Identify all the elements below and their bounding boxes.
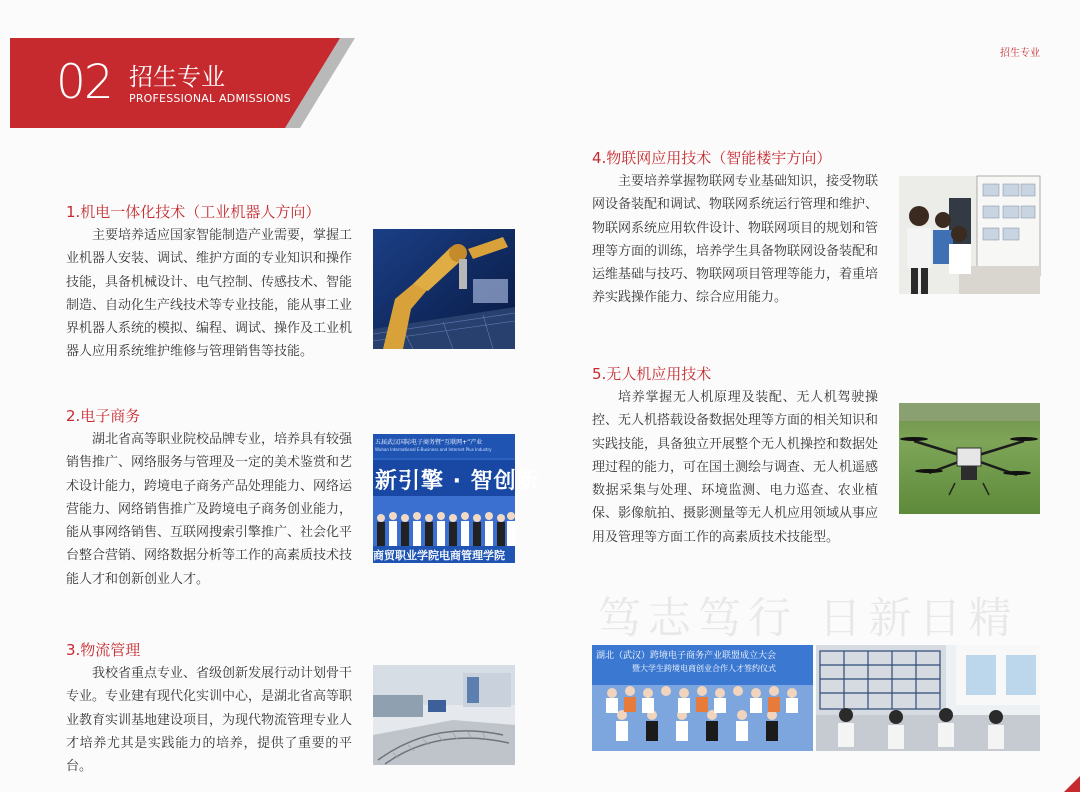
section-5-title: 5.无人机应用技术 xyxy=(592,365,712,383)
logistics-lab-photo xyxy=(373,665,515,765)
section-2-title: 2.电子商务 xyxy=(66,407,141,425)
ecommerce-bottom-banner: 商贸职业学院电商管理学院 xyxy=(373,549,505,562)
ecommerce-event-photo xyxy=(373,434,540,563)
section-number: 02 xyxy=(56,55,112,110)
section-4-body: 主要培养掌握物联网专业基础知识，接受物联网设备装配和调试、物联网系统运行管理和维护、物联网系统应用软件设计、物联网项目的规划和管理等方面的训练，培养学生具备物联网设备装配和运维基础与技巧、物联网项目管理等能力，着重培养实践操作能力、综合应用能力。 xyxy=(592,174,879,306)
ecommerce-slogan: 新引擎 · 智创新 xyxy=(375,469,540,494)
page-title: 招生专业 xyxy=(129,63,225,91)
computer-lab-photo xyxy=(816,645,1040,751)
section-1-body: 主要培养适应国家智能制造产业需要，掌握工业机器人安装、调试、维护方面的专业知识和操作技能，具备机械设计、电气控制、传感技术、智能制造、自动化生产线技术等专业技能，能从事工业界机器人系统的模拟、编程、调试、操作及工业机器人应用系统维护维修与管理销售等技能。 xyxy=(66,228,353,360)
section-1-title: 1.机电一体化技术（工业机器人方向） xyxy=(66,203,321,221)
section-2-body: 湖北省高等职业院校品牌专业，培养具有较强销售推广、网络服务与管理及一定的美术鉴赏和艺术设计能力，跨境电子商务产品处理能力、网络运营能力、网络销售推广及跨境电子商务创业能力，能从事网络销售、互联网搜索引擎推广、社会化平台整合营销、网络数据分析等工作的高素质技术技能人才和创新创业人才。 xyxy=(66,432,353,587)
ecommerce-banner-en: Wuhan International E-Business and Internet Plus Industry xyxy=(375,447,492,452)
corner-accent xyxy=(1064,776,1080,792)
running-header: 招生专业 xyxy=(1000,48,1040,59)
alliance-banner-line1: 湖北（武汉）跨境电子商务产业联盟成立大会 xyxy=(596,651,777,661)
alliance-banner-line2: 暨大学生跨境电商创业合作人才签约仪式 xyxy=(632,664,776,673)
iot-lab-photo xyxy=(899,176,1040,294)
alliance-event-photo xyxy=(592,645,813,751)
robot-arm-photo xyxy=(373,229,515,349)
page-subtitle: PROFESSIONAL ADMISSIONS xyxy=(129,92,291,105)
section-3-body: 我校省重点专业、省级创新发展行动计划骨干专业。专业建有现代化实训中心，是湖北省高等职业教育实训基地建设项目，为现代物流管理专业人才培养尤其是实践能力的培养，提供了重要的平台。 xyxy=(66,666,353,775)
ecommerce-banner-top: 五届武汉国际电子商务暨“互联网+”产业 xyxy=(375,439,483,446)
section-5-body: 培养掌握无人机原理及装配、无人机驾驶操控、无人机搭载设备数据处理等方面的相关知识和实践技能，具备独立开展整个无人机操控和数据处理过程的能力，可在国土测绘与调查、无人机遥感数据采集与处理、环境监测、电力巡查、农业植保、影像航拍、摄影测量等无人机应用领域从事应用及管理等方面工作的高素质技术技能型。 xyxy=(592,390,879,545)
section-4-title: 4.物联网应用技术（智能楼宇方向） xyxy=(592,149,832,167)
drone-photo xyxy=(899,403,1040,514)
calligraphy-motto: 笃志笃行 日新日精 xyxy=(598,594,1019,644)
section-3-title: 3.物流管理 xyxy=(66,641,141,659)
